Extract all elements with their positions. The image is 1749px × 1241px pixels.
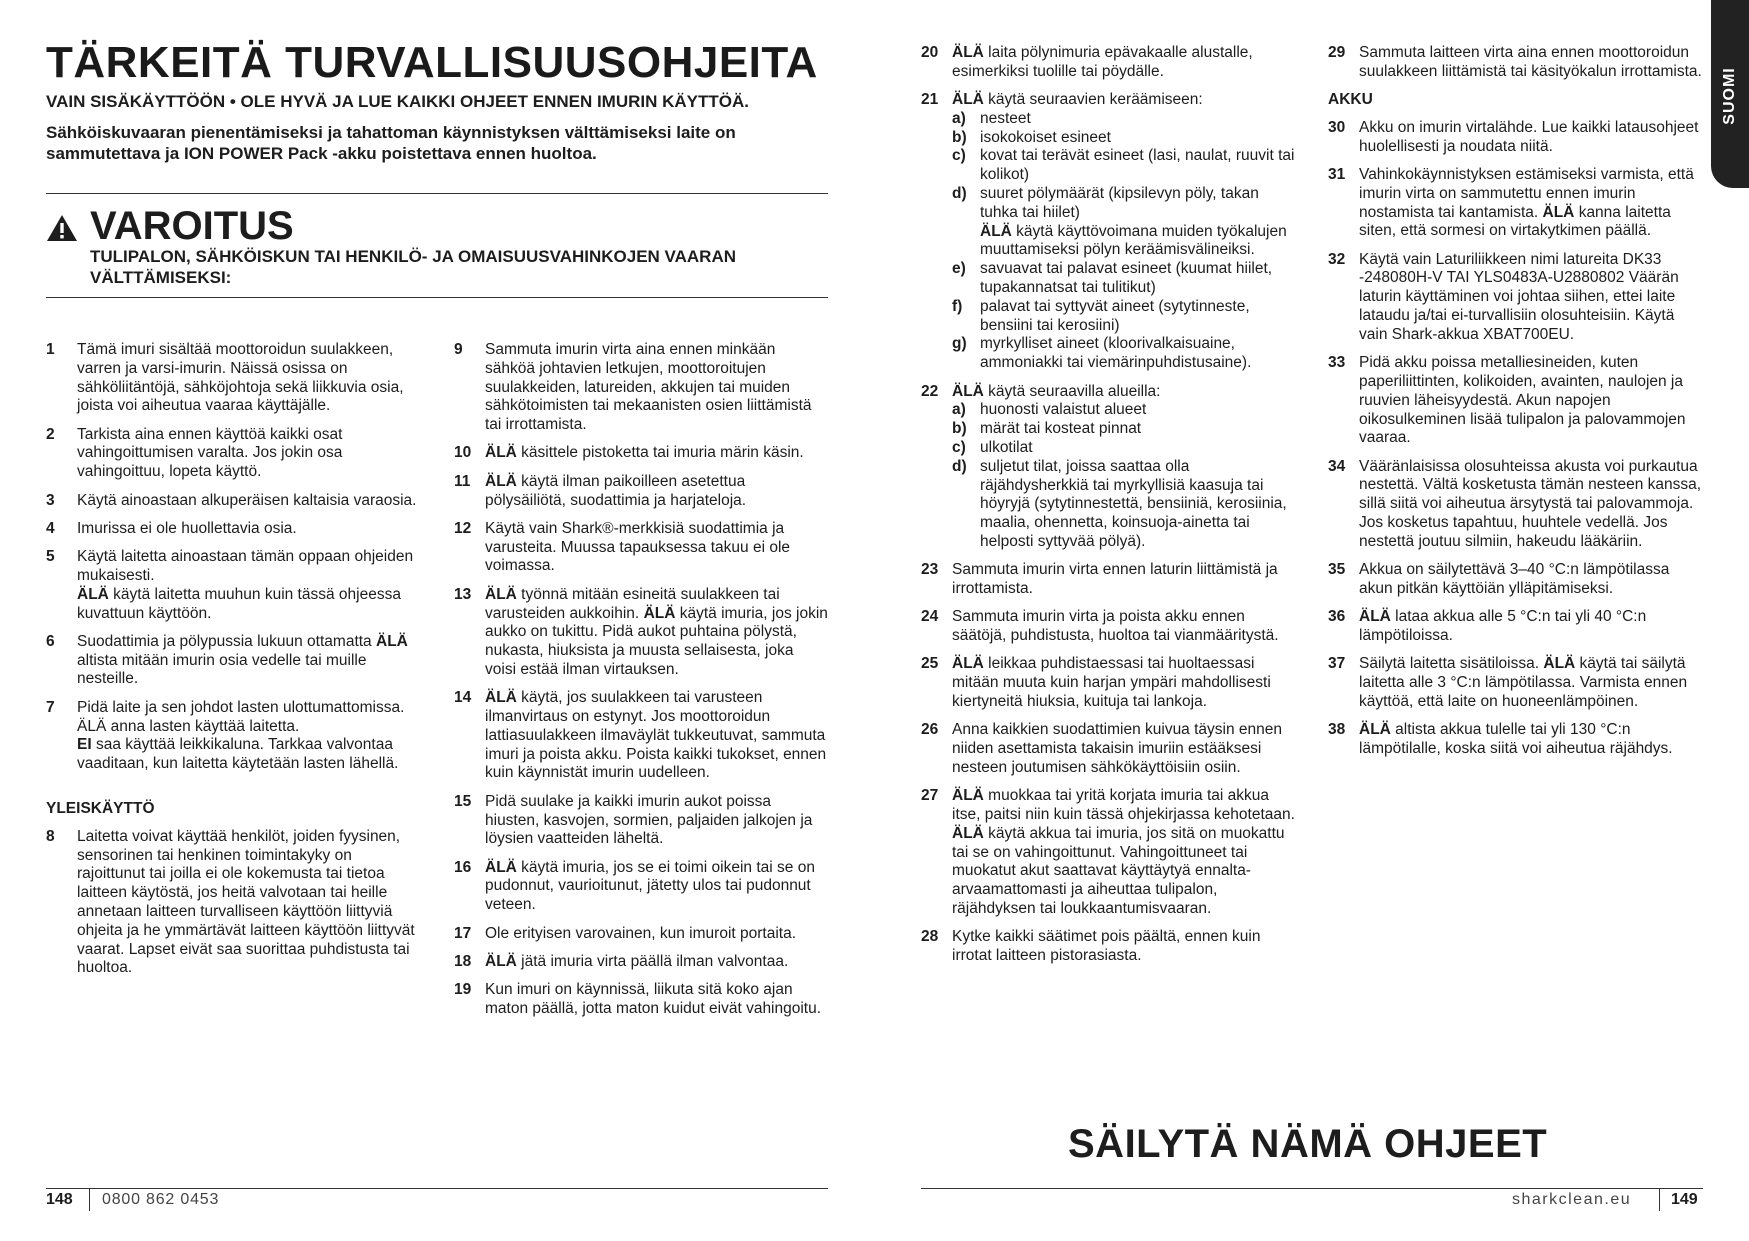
list-item: 4 Imurissa ei ole huollettavia osia. [46, 519, 297, 537]
warning-triangle-icon [46, 214, 78, 242]
list-item: 7 Pidä laite ja sen johdot lasten ulottumattomissa. ÄLÄ anna lasten käyttää laitetta. EI saa käyttää leikkikaluna. Tarkkaa valvontaa vaaditaan, kun laitetta käytetään lasten lähellä. [46, 698, 405, 773]
sub-item: a) huonosti valaistut alueet [952, 401, 1147, 419]
column-4 [1328, 44, 1703, 768]
list-item: 21 ÄLÄ käytä seuraavien keräämiseen: a) nesteet b) isokokoiset esineet c) kovat tai terävät esineet (lasi, naulat, ruuvit tai kolikot) d) suuret pölymäärät (kipsilevyn pöly, takan tuhka tai hiilet) ÄLÄ käytä käyttövoimana muiden työkalujen muuttamiseksi pölyn keräämisvälineiksi. e) savuavat tai palavat esineet (kuumat hiilet, tupakannatsat tai tulitikut) f) palavat tai syttyvät aineet (sytytinneste, bensiini tai kerosiini) g) myrkylliset aineet (kloorivalkaisuaine, ammoniakki tai viemärinpuhdistusaine). [921, 91, 1295, 372]
list-item: 3 Käytä ainoastaan alkuperäisen kaltaisia varaosia. [46, 491, 417, 509]
list-item: 2 Tarkista aina ennen käyttöä kaikki osat vahingoittumisen varalta. Jos jokin osa vahingoittuu, lopeta käyttö. [46, 425, 343, 481]
phone-number: 0800 862 0453 [102, 1191, 220, 1208]
list-item: 22 ÄLÄ käytä seuraavilla alueilla: a) huonosti valaistut alueet b) märät tai kosteat pinnat c) ulkotilat d) suljetut tilat, joissa saattaa olla räjähdysherkkiä tai myrkyllisiä kaasuja tai höyryjä (sytytinnestettä, bensiiniä, kerosiinia, maalia, ohennetta, koinsuoja-ainetta tai helposti syttyvää pölyä). [921, 383, 1296, 552]
page-title: TÄRKEITÄ TURVALLISUUSOHJEITA [46, 38, 818, 87]
language-tab [1711, 0, 1749, 188]
list-item: 36 ÄLÄ lataa akkua alle 5 °C:n tai yli 40 °C:n lämpötiloissa. [1328, 608, 1647, 645]
list-item: 10 ÄLÄ käsittele pistoketta tai imuria märin käsin. [454, 444, 804, 462]
page-subtitle: VAIN SISÄKÄYTTÖÖN • OLE HYVÄ JA LUE KAIKKI OHJEET ENNEN IMURIN KÄYTTÖÄ. [46, 92, 750, 111]
closing-heading: SÄILYTÄ NÄMÄ OHJEET [1068, 1122, 1548, 1166]
sub-item: c) ulkotilat [952, 438, 1033, 456]
footer-divider [921, 1188, 1703, 1189]
list-item: 6 Suodattimia ja pölypussia lukuun ottamatta ÄLÄ altista mitään imurin osia vedelle tai muille nesteille. [46, 632, 408, 688]
footer-divider [46, 1188, 828, 1189]
service-notice: Sähköiskuvaaran pienentämiseksi ja tahattoman käynnistyksen välttämiseksi laite on sammutettava ja ION POWER Pack -akku poistettava ennen huoltoa. [46, 123, 736, 163]
sub-item: e) savuavat tai palavat esineet (kuumat hiilet, tupakannatsat tai tulitikut) [952, 260, 1273, 297]
page-number-left: 148 [46, 1191, 73, 1208]
language-label: SUOMI [1721, 67, 1738, 125]
list-item: 30 Akku on imurin virtalähde. Lue kaikki latausohjeet huolellisesti ja noudata niitä. [1328, 118, 1699, 155]
list-item: 25 ÄLÄ leikkaa puhdistaessasi tai huoltaessasi mitään muuta kuin harjan ympäri mahdollisesti kiertyneitä hiuksia, kuituja tai lankoja. [921, 655, 1271, 710]
sub-item: d) suljetut tilat, joissa saattaa olla räjähdysherkkiä tai myrkyllisiä kaasuja tai höyryjä (sytytinnestettä, bensiiniä, kerosiinia, maalia, ohennetta, koinsuoja-ainetta tai helposti syttyvää pölyä). [952, 457, 1287, 550]
list-item: 26 Anna kaikkien suodattimien kuivua täysin ennen niiden asettamista takaisin imuriin estääksesi nesteen joutumisen sähkökäyttöisiin osiin. [921, 721, 1283, 776]
list-item: 18 ÄLÄ jätä imuria virta päällä ilman valvontaa. [454, 952, 789, 970]
sub-item: b) isokokoiset esineet [952, 128, 1111, 146]
divider [46, 193, 828, 194]
list-item: 35 Akkua on säilytettävä 3–40 °C:n lämpötilassa akun pitkän käyttöiän ylläpitämiseksi. [1328, 561, 1670, 597]
list-item: 12 Käytä vain Shark®-merkkisiä suodattimia ja varusteita. Muussa tapauksessa takuu ei ole voimassa. [454, 519, 791, 575]
section-heading-battery: AKKU [1328, 91, 1373, 109]
warning-title: VAROITUS [90, 204, 294, 248]
list-item: 23 Sammuta imurin virta ennen laturin liittämistä ja irrottamista. [921, 561, 1278, 598]
list-item: 37 Säilytä laitetta sisätiloissa. ÄLÄ käytä tai säilytä laitetta alle 3 °C:n lämpötilassa. Varmista ennen käyttöä, että laite on huoneenlämpöinen. [1328, 655, 1688, 710]
list-item: 17 Ole erityisen varovainen, kun imuroit portaita. [454, 924, 797, 942]
list-item: 15 Pidä suulake ja kaikki imurin aukot poissa hiusten, kasvojen, sormien, paljaiden jalkojen ja löysien vaatteiden läheltä. [454, 792, 813, 848]
list-item: 33 Pidä akku poissa metalliesineiden, kuten paperiliittinten, kolikoiden, avainten, naulojen ja ruuvien läheisyydestä. Akun napojen oikosulkeminen lisää tulipalon ja palovammojen vaaraa. [1328, 354, 1686, 447]
footer-separator [89, 1189, 90, 1211]
list-item: 9 Sammuta imurin virta aina ennen minkään sähköä johtavien letkujen, moottoroitujen suulakkeiden, latureiden, akkujen tai muiden sähkötoimisten tai mekaanisten osien liittämistä tai irrottamista. [454, 341, 812, 434]
list-item: 11 ÄLÄ käytä ilman paikoilleen asetettua pölysäiliötä, suodattimia ja harjateloja. [454, 472, 747, 509]
list-item: 34 Vääränlaisissa olosuhteissa akusta voi purkautua nestettä. Vältä kosketusta tämän nesteen kanssa, sillä siitä voi aiheutua ärsytystä tai palovammoja. Jos kosketus tapahtuu, huuhtele vedellä. Jos nestettä joutuu silmiin, hakeudu lääkäriin. [1328, 457, 1702, 550]
list-item: 14 ÄLÄ käytä, jos suulakkeen tai varusteen ilmanvirtaus on estynyt. Jos moottoroidun lattiasuulakkeen ilmaväylät tukkeutuvat, sammuta imuri ja poista akku. Poista kaikki tukokset, ennen kuin käynnistät imurin uudelleen. [454, 689, 827, 782]
list-item: 13 ÄLÄ työnnä mitään esineitä suulakkeen tai varusteiden aukkoihin. ÄLÄ käytä imuria, jos jokin aukko on tukittu. Pidä aukot puhtaina pölystä, nukasta, hiuksista ja muusta sellaisesta, joka voisi estää ilman virtauksen. [454, 585, 828, 678]
list-item: 1 Tämä imuri sisältää moottoroidun suulakkeen, varren ja varsi-imurin. Näissä osissa on sähköliitäntöjä, sähköjohtoja sekä liikkuvia osia, joista voi aiheutua vaaraa käyttäjälle. [46, 341, 404, 415]
page-number-right: 149 [1671, 1191, 1698, 1208]
sub-item: b) märät tai kosteat pinnat [952, 420, 1142, 438]
list-item: 29 Sammuta laitteen virta aina ennen moottoroidun suulakkeen liittämistä tai käsityökalun irrottamista. [1328, 44, 1702, 80]
list-item: 5 Käytä laitetta ainoastaan tämän oppaan ohjeiden mukaisesti. ÄLÄ käytä laitetta muuhun kuin tässä ohjeessa kuvattuun käyttöön. [46, 548, 414, 622]
list-item: 27 ÄLÄ muokkaa tai yritä korjata imuria tai akkua itse, paitsi niin kuin tässä ohjekirjassa kehotetaan. ÄLÄ käytä akkua tai imuria, jos sitä on muokattu tai se on vahingoittunut. Vahingoittuneet tai muokatut akut saattavat käyttäytyä ennalta-arvaamattomasti ja aiheuttaa tulipalon, räjähdyksen tai loukkaantumisvaaran. [921, 787, 1295, 917]
column-3 [921, 44, 1296, 975]
column-1 [46, 341, 421, 988]
sub-item: g) myrkylliset aineet (kloorivalkaisuaine, ammoniakki tai viemärinpuhdistusaine). [952, 335, 1252, 372]
list-item: 8 Laitetta voivat käyttää henkilöt, joiden fyysinen, sensorinen tai henkinen toimintakyky on rajoittunut tai joilla ei ole kokemusta tai tietoa laitteen käytöstä, jos heitä valvotaan tai heille annetaan laitteen turvalliseen käyttöön liittyviä ohjeita ja he ymmärtävät laitteen käyttöön liittyvät vaarat. Lapset eivät saa suorittaa puhdistusta tai huoltoa. [46, 827, 415, 977]
column-2 [454, 341, 828, 1028]
divider [46, 297, 828, 298]
list-item: 28 Kytke kaikki säätimet pois päältä, ennen kuin irrotat laitteen pistorasiasta. [921, 928, 1261, 965]
website: sharkclean.eu [1512, 1191, 1632, 1208]
sub-item: a) nesteet [952, 109, 1031, 127]
sub-item: d) suuret pölymäärät (kipsilevyn pöly, takan tuhka tai hiilet) ÄLÄ käytä käyttövoimana muiden työkalujen muuttamiseksi pölyn keräämisvälineiksi. [952, 185, 1287, 259]
list-item: 24 Sammuta imurin virta ja poista akku ennen säätöjä, puhdistusta, huoltoa tai vianmääritystä. [921, 608, 1279, 645]
footer-separator [1659, 1189, 1660, 1211]
list-item: 31 Vahinkokäynnistyksen estämiseksi varmista, että imurin virta on sammutettu ennen imurin nostamista tai kantamista. ÄLÄ kanna laitetta siten, että sormesi on virtakytkimen päällä. [1328, 165, 1694, 240]
section-heading-general: YLEISKÄYTTÖ [46, 799, 155, 817]
list-item: 38 ÄLÄ altista akkua tulelle tai yli 130 °C:n lämpötilalle, koska siitä voi aiheutua räjähdys. [1328, 721, 1673, 757]
warning-subtitle: TULIPALON, SÄHKÖISKUN TAI HENKILÖ- JA OMAISUUSVAHINKOJEN VAARAN VÄLTTÄMISEKSI: [90, 247, 737, 287]
sub-item: f) palavat tai syttyvät aineet (sytytinneste, bensiini tai kerosiini) [952, 297, 1250, 334]
list-item: 19 Kun imuri on käynnissä, liikuta sitä koko ajan maton päällä, jotta maton kuidut eivät vahingoitu. [454, 981, 822, 1017]
list-item: 20 ÄLÄ laita pölynimuria epävakaalle alustalle, esimerkiksi tuolille tai pöydälle. [921, 44, 1253, 80]
list-item: 16 ÄLÄ käytä imuria, jos se ei toimi oikein tai se on pudonnut, vaurioitunut, jätetty ulos tai pudonnut veteen. [454, 858, 815, 914]
list-item: 32 Käytä vain Laturiliikkeen nimi latureita DK33 -248080H-V TAI YLS0483A-U2880802 Väärän laturin käyttäminen voi johtaa siihen, ettei laite lataudu ja/tai ei-turvallisiin olosuhteisiin. Käytä vain Shark-akkua XBAT700EU. [1328, 250, 1679, 343]
sub-item: c) kovat tai terävät esineet (lasi, naulat, ruuvit tai kolikot) [952, 147, 1295, 184]
